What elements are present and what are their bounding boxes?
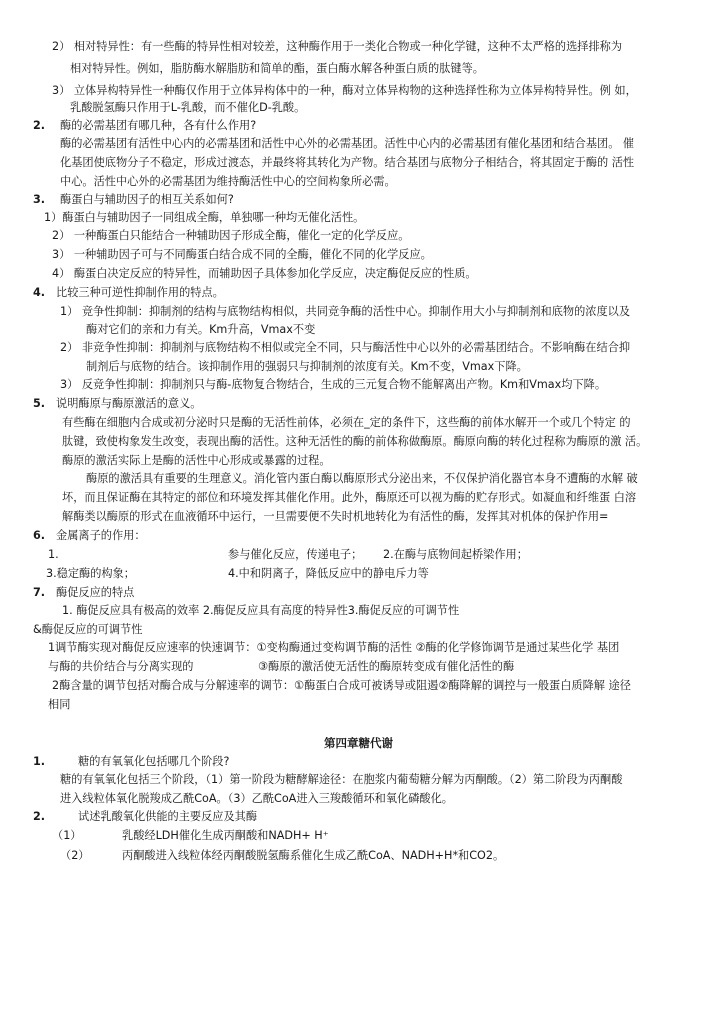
text-line: 有些酶在细胞内合成或初分泌时只是酶的无活性前体，必须在_定的条件下，这些酶的前体水解开一个或几个特定 的 bbox=[62, 416, 631, 429]
question-number: 3. bbox=[33, 193, 46, 206]
text-line: 相同 bbox=[48, 698, 71, 711]
text-line: 酶对它们的亲和力有关。Km升高，Vmax不变 bbox=[86, 323, 316, 336]
text-line: 1调节酶实现对酶促反应速率的快速调节：①变构酶通过变构调节酶的活性 ②酶的化学修饰调节是通过某些化学 基团 bbox=[48, 641, 620, 654]
text-line: （1） bbox=[52, 829, 82, 842]
text-line: 解酶类以酶原的形式在血液循环中运行，一旦需要便不失时机地转化为有活性的酶，发挥其对机体的保护作用= bbox=[62, 510, 609, 523]
question-number: 2. bbox=[33, 119, 46, 132]
text-line: 1）酶蛋白与辅助因子一同组成全酶，单独哪一种均无催化活性。 bbox=[44, 211, 365, 224]
text-line: 酶原的激活实际上是酶的活性中心形成或暴露的过程。 bbox=[62, 454, 331, 467]
text-line: 3） 反竞争性抑制：抑制剂只与酶-底物复合物结合，生成的三元复合物不能解离出产物。Km和Vmax均下降。 bbox=[60, 378, 607, 391]
question-number: 4. bbox=[33, 286, 46, 299]
text-line: 坏，而且保证酶在其特定的部位和环境发挥其催化作用。此外，酶原还可以视为酶的贮存形式。如凝血和纤维蛋 白溶 bbox=[62, 491, 637, 504]
text-line: 酶原的激活具有重要的生理意义。消化管内蛋白酶以酶原形式分泌出来，不仅保护消化器官本身不遭酶的水解 破 bbox=[86, 472, 638, 485]
text-line: 3） 立体异构特异性一种酶仅作用于立体异构体中的一种，酶对立体异构物的这种选择性称为立体异构特异性。例 如， bbox=[52, 84, 637, 97]
text-line: 相对特异性。例如，脂肪酶水解脂肪和简单的酯，蛋白酶水解各种蛋白质的肽键等。 bbox=[70, 62, 484, 75]
text-line: 乳酸脱氢酶只作用于L-乳酸，而不催化D-乳酸。 bbox=[70, 101, 306, 114]
text-line: 2） 非竞争性抑制：抑制剂与底物结构不相似或完全不同，只与酶活性中心以外的必需基团结合。不影响酶在结合抑 bbox=[60, 341, 631, 354]
text-line: 4） 酶蛋白决定反应的特异性，而辅助因子具体参加化学反应，决定酶促反应的性质。 bbox=[52, 267, 477, 280]
text-line: 中心。活性中心外的必需基团为维持酶活性中心的空间构象所必需。 bbox=[60, 175, 396, 188]
text-line: 2） 一种酶蛋白只能结合一种辅助因子形成全酶，催化一定的化学反应。 bbox=[52, 229, 410, 242]
text-line: 丙酮酸进入线粒体经丙酮酸脱氢酶系催化生成乙酰CoA、NADH+H*和CO2。 bbox=[122, 849, 505, 862]
question-title: 比较三种可逆性抑制作用的特点。 bbox=[56, 286, 224, 299]
text-line: 1. bbox=[48, 548, 59, 561]
text-line: 1. 酶促反应具有极高的效率 2.酶促反应具有高度的特异性3.酶促反应的可调节性 bbox=[62, 604, 460, 617]
text-line: 2.在酶与底物间起桥梁作用； bbox=[383, 548, 528, 561]
text-line: （2） bbox=[60, 849, 90, 862]
text-line: 2） 相对特异性：有一些酶的特异性相对较差，这种酶作用于一类化合物或一种化学键，这种不太严格的选择排称为 bbox=[52, 40, 623, 53]
text-line: 化基团使底物分子不稳定，形成过渡态，并最终将其转化为产物。结合基团与底物分子相结合，将其固定于酶的 活性 bbox=[60, 156, 635, 169]
question-title: 说明酶原与酶原激活的意义。 bbox=[56, 397, 202, 410]
text-line: 3） 一种辅助因子可与不同酶蛋白结合成不同的全酶，催化不同的化学反应。 bbox=[52, 248, 432, 261]
text-line: 2酶含量的调节包括对酶合成与分解速率的调节：①酶蛋白合成可被诱导或阻遏②酶降解的调控与一般蛋白质降解 途径 bbox=[52, 679, 631, 692]
question-title: 试述乳酸氧化供能的主要反应及其酶 bbox=[78, 810, 258, 823]
question-number: 6. bbox=[33, 529, 46, 542]
text-line: 乳酸经LDH催化生成丙酮酸和NADH+ H⁺ bbox=[122, 829, 329, 842]
text-line: 糖的有氧氧化包括三个阶段，（1）第一阶段为糖酵解途径：在胞浆内葡萄糖分解为丙酮酸。（2）第二阶段为丙酮酸 bbox=[60, 773, 623, 786]
question-title: 酶的必需基团有哪几种，各有什么作用? bbox=[60, 119, 257, 132]
text-line: 酶的必需基团有活性中心内的必需基团和活性中心外的必需基团。活性中心内的必需基团有催化基团和结合基团。 催 bbox=[60, 137, 635, 150]
text-line: 肽键，致使构象发生改变，表现出酶的活性。这种无活性的酶的前体称做酶原。酶原向酶的转化过程称为酶原的激 活。 bbox=[62, 435, 648, 448]
question-number: 5. bbox=[33, 397, 46, 410]
question-number: 1. bbox=[33, 755, 46, 768]
text-line: 进入线粒体氧化脱羧成乙酰CoA。（3）乙酰CoA进入三羧酸循环和氧化磷酸化。 bbox=[60, 792, 453, 805]
text-line: 3.稳定酶的构象； bbox=[46, 567, 135, 580]
question-title: 金属离子的作用： bbox=[56, 529, 146, 542]
text-line: 参与催化反应，传递电子； bbox=[228, 548, 363, 561]
question-title: 糖的有氧氧化包括哪几个阶段? bbox=[78, 755, 230, 768]
question-number: 2. bbox=[33, 810, 46, 823]
question-number: 7. bbox=[33, 586, 46, 599]
text-line: 4.中和阴离子，降低反应中的静电斥力等 bbox=[228, 567, 429, 580]
question-title: 酶促反应的特点 bbox=[56, 586, 135, 599]
question-title: 酶蛋白与辅助因子的相互关系如何? bbox=[60, 193, 234, 206]
text-line: 1） 竞争性抑制：抑制剂的结构与底物结构相似，共同竞争酶的活性中心。抑制作用大小与抑制剂和底物的浓度以及 bbox=[60, 305, 631, 318]
text-line: ③酶原的激活使无活性的酶原转变成有催化活性的酶 bbox=[258, 660, 515, 673]
text-line: 制剂后与底物的结合。该抑制作用的强弱只与抑制剂的浓度有关。Km不变，Vmax下降。 bbox=[86, 360, 528, 373]
text-line: 与酶的共价结合与分离实现的 bbox=[48, 660, 194, 673]
chapter-title: 第四章糖代谢 bbox=[324, 736, 393, 750]
text-line: &酶促反应的可调节性 bbox=[33, 623, 143, 636]
